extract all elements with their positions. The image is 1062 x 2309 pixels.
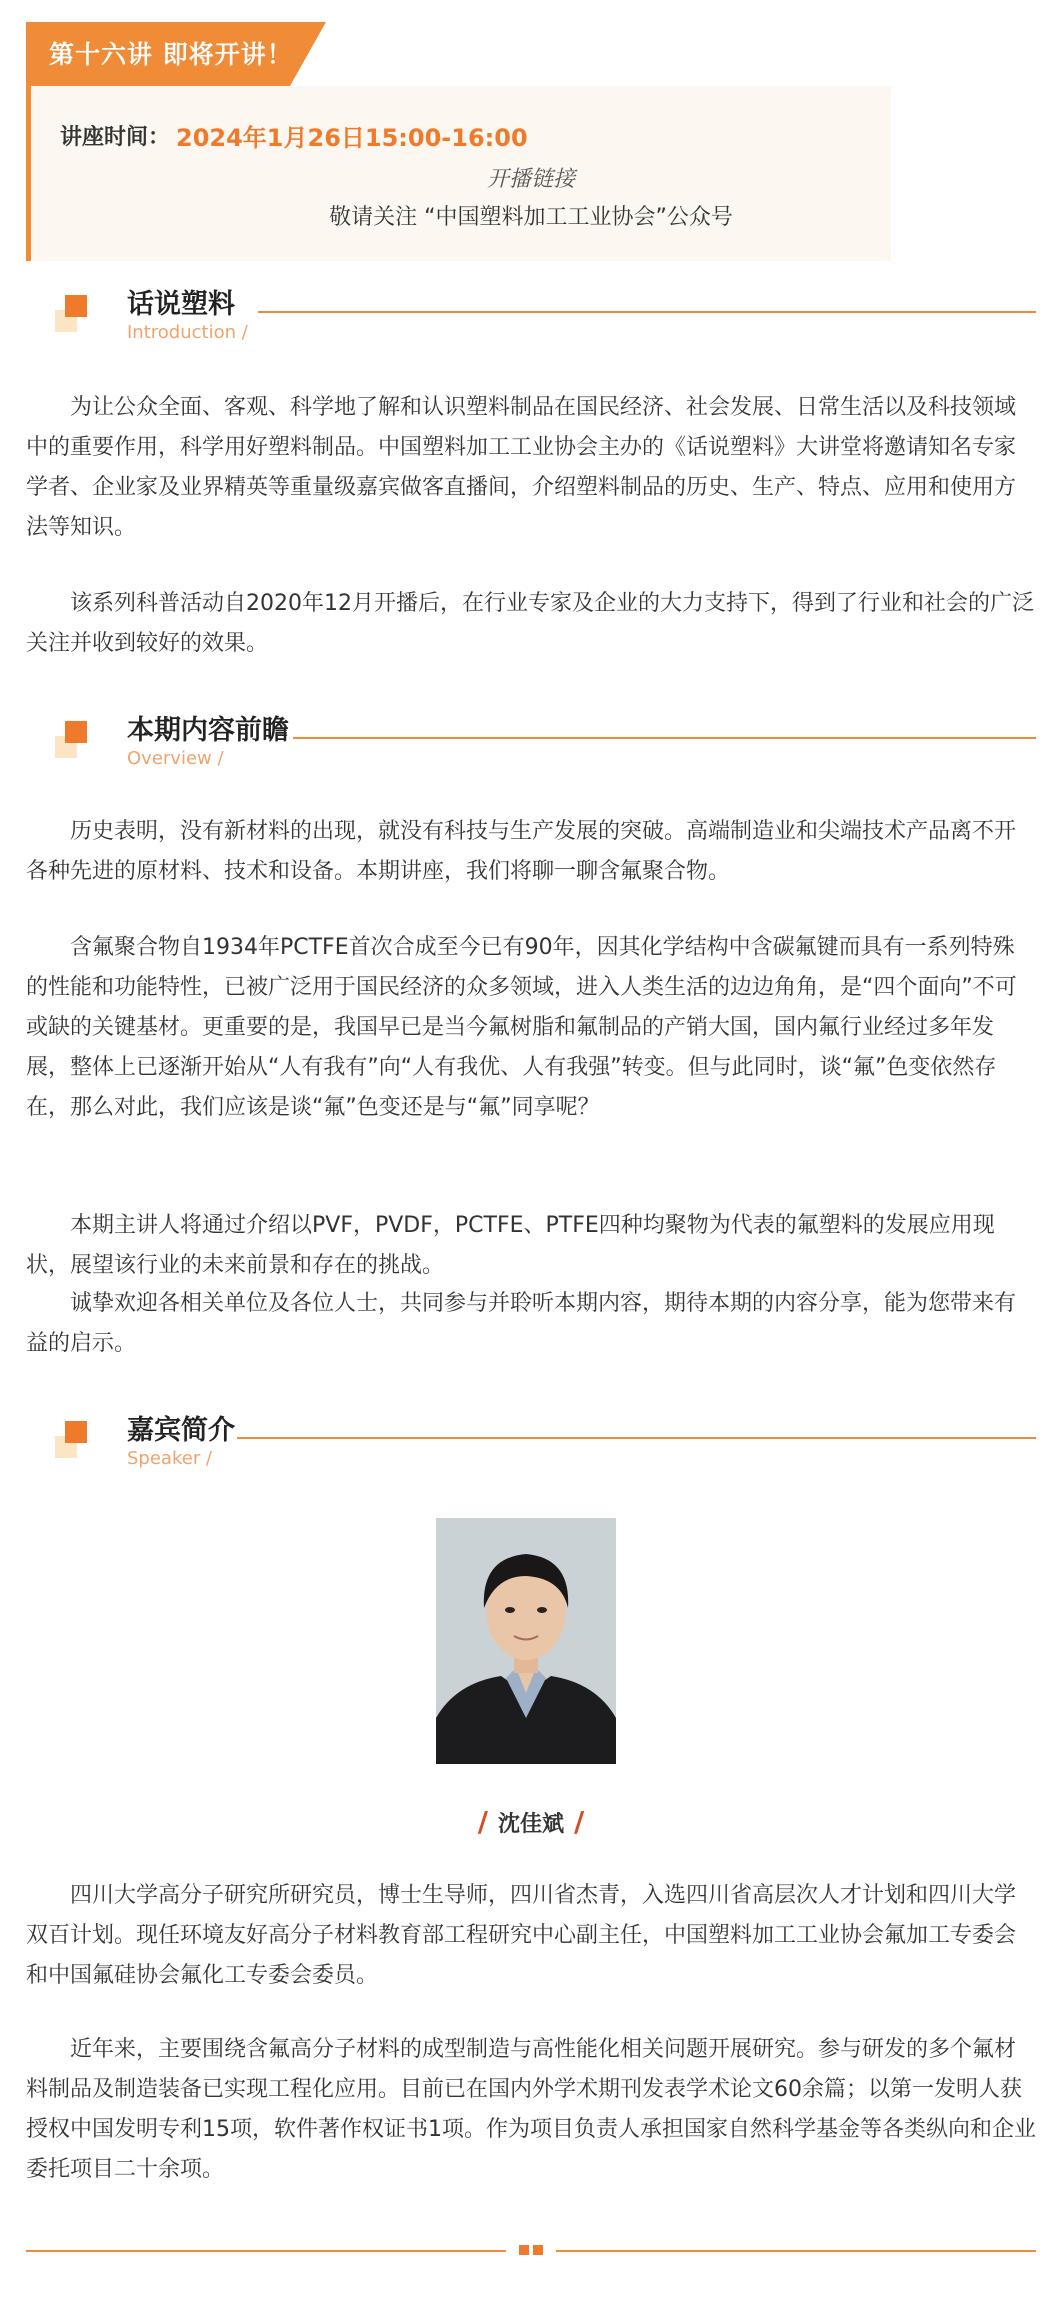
section-subtitle-overview: Overview / xyxy=(127,748,224,769)
banner-title: 第十六讲 即将开讲！ xyxy=(49,40,293,69)
overview-paragraph-4: 诚挚欢迎各相关单位及各位人士，共同参与并聆听本期内容，期待本期的内容分享，能为您带来有益的启示。 xyxy=(26,1291,1017,1356)
footer-divider-right xyxy=(556,2250,1036,2252)
section-divider xyxy=(293,737,1036,739)
speaker-bio-paragraph-1: 四川大学高分子研究所研究员，博士生导师，四川省杰青，入选四川省高层次人才计划和四川大学双百计划。现任环境友好高分子材料教育部工程研究中心副主任，中国塑料加工工业协会氟加工专委会和中国氟硅协会氟化工专委会委员。 xyxy=(26,1883,1017,1988)
intro-paragraph-2: 该系列科普活动自2020年12月开播后，在行业专家及企业的大力支持下，得到了行业和社会的广泛关注并收到较好的效果。 xyxy=(26,591,1034,656)
section-decor-square xyxy=(65,295,87,317)
section-title-intro: 话说塑料 xyxy=(127,289,235,320)
section-divider xyxy=(258,311,1036,313)
slash-decor-right: / xyxy=(574,1805,585,1838)
footer-dot xyxy=(533,2245,543,2255)
overview-paragraph-3: 本期主讲人将通过介绍以PVF，PVDF，PCTFE、PTFE四种均聚物为代表的氟塑料的发展应用现状，展望该行业的未来前景和存在的挑战。 xyxy=(26,1213,995,1278)
lecture-time-label: 讲座时间： xyxy=(60,125,171,150)
lecture-time-value: 2024年1月26日15:00-16:00 xyxy=(176,124,528,152)
live-link[interactable]: 开播链接 xyxy=(486,167,575,192)
section-divider xyxy=(237,1437,1036,1439)
overview-paragraph-2: 含氟聚合物自1934年PCTFE首次合成至今已有90年，因其化学结构中含碳氟键而具有一系列特殊的性能和功能特性，已被广泛用于国民经济的众多领域，进入人类生活的边边角角，是“四个面向”不可或缺的关键基材。更重要的是，我国早已是当今氟树脂和氟制品的产销大国，国内氟行业经过多年发展，整体上已逐渐开始从“人有我有”向“人有我优、人有我强”转变。但与此同时，谈“氟”色变依然存在，那么对此，我们应该是谈“氟”色变还是与“氟”同享呢？ xyxy=(26,935,1017,1120)
slash-decor-left: / xyxy=(477,1805,488,1838)
intro-paragraph-1: 为让公众全面、客观、科学地了解和认识塑料制品在国民经济、社会发展、日常生活以及科技领域中的重要作用，科学用好塑料制品。中国塑料加工工业协会主办的《话说塑料》大讲堂将邀请知名专家学者、企业家及业界精英等重量级嘉宾做客直播间，介绍塑料制品的历史、生产、特点、应用和使用方法等知识。 xyxy=(26,395,1017,540)
overview-paragraph-1: 历史表明，没有新材料的出现，就没有科技与生产发展的突破。高端制造业和尖端技术产品离不开各种先进的原材料、技术和设备。本期讲座，我们将聊一聊含氟聚合物。 xyxy=(26,819,1017,884)
footer-divider-left xyxy=(26,2250,506,2252)
section-subtitle-speaker: Speaker / xyxy=(127,1448,212,1469)
speaker-name-row xyxy=(0,1805,1062,1838)
follow-notice: 敬请关注 “中国塑料加工工业协会”公众号 xyxy=(329,205,733,230)
footer-dot xyxy=(519,2245,529,2255)
speaker-photo xyxy=(436,1518,616,1764)
section-subtitle-intro: Introduction / xyxy=(127,322,248,343)
section-title-overview: 本期内容前瞻 xyxy=(127,715,289,746)
speaker-name: 沈佳斌 xyxy=(497,1812,564,1837)
section-decor-square xyxy=(65,1421,87,1443)
section-title-speaker: 嘉宾简介 xyxy=(127,1415,235,1446)
section-decor-square xyxy=(65,721,87,743)
speaker-bio-paragraph-2: 近年来，主要围绕含氟高分子材料的成型制造与高性能化相关问题开展研究。参与研发的多个氟材料制品及制造装备已实现工程化应用。目前已在国内外学术期刊发表学术论文60余篇；以第一发明人获授权中国发明专利15项，软件著作权证书1项。作为项目负责人承担国家自然科学基金等各类纵向和企业委托项目二十余项。 xyxy=(26,2037,1036,2182)
